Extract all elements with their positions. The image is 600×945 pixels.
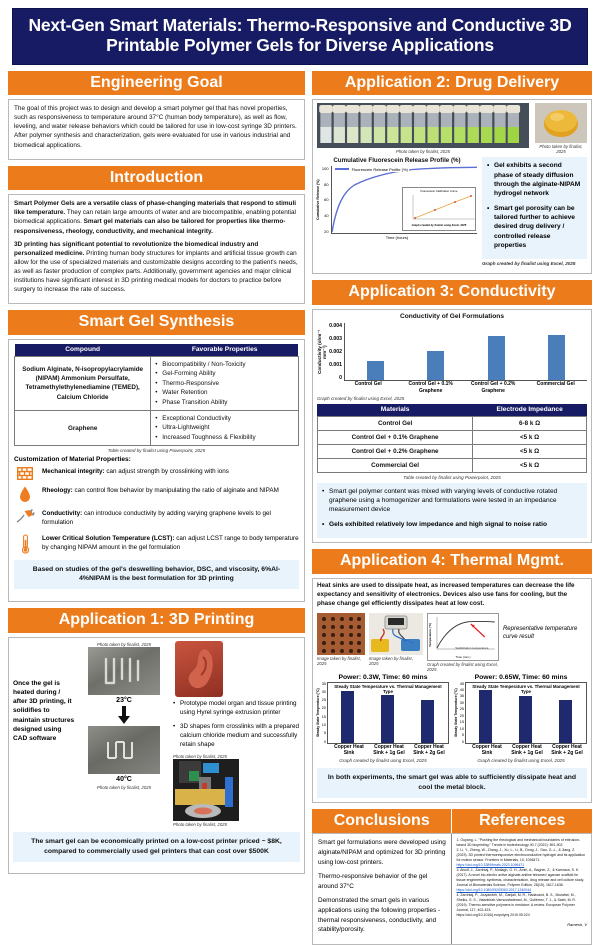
thermal-power-left: Power: 0.3W, Time: 60 mins [338, 673, 428, 681]
customization-text-rheology [42, 486, 299, 495]
synthesis-properties-1 [151, 356, 299, 410]
section-header-engineering-goal: Engineering Goal [8, 71, 305, 96]
app2-photo-row [317, 103, 587, 154]
section-header-application-2: Application 2: Drug Delivery [312, 71, 592, 96]
ytick: 100 [321, 165, 329, 171]
table-row [317, 430, 586, 444]
poster-columns [8, 71, 592, 945]
thermal-power-right: Power: 0.65W, Time: 60 mins [474, 673, 568, 681]
thermal-curve-annotation: Stabilization temperature [455, 646, 489, 651]
app4-curve-credit: Graph created by finalist using Excel, 2025 [426, 661, 498, 672]
thermometer-icon [14, 534, 36, 554]
thermal-right-ylabel: Steady State Temperature (°C) [453, 688, 458, 737]
ytick: 15 [321, 714, 326, 719]
xtick: Copper Heat Sink + 1g Gel [373, 743, 405, 756]
ytick: 15 [459, 720, 464, 725]
panel-application-2 [312, 99, 592, 274]
conclusions-list [313, 834, 452, 943]
customization-item-mechanical [14, 467, 299, 480]
app1-middle-column [80, 641, 168, 790]
bar-control-gel [367, 361, 384, 380]
impedance-header-row [317, 404, 586, 417]
impedance-value-0: 6-8 k Ω [473, 416, 587, 430]
bar-copper-heat-sink-1g-gel [519, 696, 532, 743]
conductivity-yticks [329, 323, 342, 381]
thermal-curve-xlabel: Time (min.) [455, 654, 471, 659]
synthesis-compound-1: Sodium Alginate, N-isopropylacrylamide (NIPAM) Ammonium Persulfate, Tetramethylethylenediamine (TEMED), Calcium Chloride [15, 356, 151, 410]
app4-heatsink-wrap [317, 613, 365, 666]
synthesis-table-credit: Table created by finalist using Powerpoint, 2025 [107, 448, 206, 454]
conductivity-chart-credit: Graph created by finalist using Excel, 2025 [316, 395, 405, 401]
release-chart-plot [331, 166, 477, 234]
list-item: • 3D shapes form crosslinks with a prepared calcium chloride medium and successfully retain shape [173, 722, 300, 749]
xtick: Control Gel [354, 381, 382, 388]
xtick: Copper Heat Sink + 2g Gel [551, 743, 583, 756]
ytick: 0.002 [329, 349, 343, 356]
synthesis-col-compound: Compound [15, 344, 151, 357]
bar-copper-heat-sink [341, 691, 354, 743]
impedance-material-3: Commercial Gel [317, 458, 472, 472]
bar-copper-heat-sink-2g-gel [559, 700, 572, 743]
customization-term-conductivity: Conductivity: [42, 510, 83, 518]
app1-photo-print-40c [88, 726, 160, 774]
list-item: • Exceptional Conductivity [155, 414, 294, 423]
thermal-right-yticks [460, 682, 464, 744]
ytick: 60 [324, 197, 329, 203]
ytick: 10 [459, 726, 464, 731]
customization-item-lcst [14, 534, 299, 554]
thermal-right-body [455, 682, 587, 744]
list-item: • Water Retention [155, 388, 294, 397]
panel-engineering-goal [8, 99, 305, 159]
reference-item: 3. Alsolf, J., Zarrintaj, P., Motlagh, G. H., Amiri, A., Bagher, Z., & Kamrava, S. K. (2017). A novel bio-electro active alginate-aniline tetramer/ agarose scaffold for tissue engineering: synthesis, characterization, drug release and cell culture study. Journal of Biomaterials Science, Polymer Edition, 28(15), 1617-1636. [456, 868, 585, 888]
release-chart-ylabel: Cumulative Release (%) [315, 179, 320, 221]
app2-photo-vial-series [317, 103, 529, 148]
app1-photo-ear-model [175, 641, 223, 697]
synthesis-properties-2 [151, 410, 299, 445]
app2-gel-wrap [535, 103, 587, 154]
section-header-conclusions: Conclusions [312, 809, 452, 834]
ytick: 40 [459, 688, 464, 693]
synthesis-callout: Based on studies of the gel's deswelling behavior, DSC, and viscosity, 6%Al-4%NIPAM is the best formulation for 3D printing [14, 560, 299, 590]
app1-photo-print-23c [88, 647, 160, 695]
impedance-value-3: <5 k Ω [473, 458, 587, 472]
release-chart-title: Cumulative Fluorescein Release Profile (%) [333, 157, 461, 165]
app2-vials-wrap [317, 103, 529, 154]
ytick: 20 [321, 706, 326, 711]
references-column [451, 834, 591, 943]
app4-curve-wrap [427, 613, 499, 672]
inset-title: Fluorescein Calibration Curve [420, 188, 458, 193]
thermal-left-title: Steady State Temperature vs. Thermal Management Type [334, 683, 442, 694]
bar-commercial-gel [548, 335, 565, 380]
xtick: Copper Heat Sink [472, 743, 502, 756]
ytick: 0 [339, 375, 343, 382]
customization-term-lcst: Lower Critical Solution Temperature (LCST): [42, 534, 175, 542]
table-row [15, 356, 299, 410]
bar-control-gel-0-1-graphene [427, 351, 444, 381]
app1-photo3-caption: Photo taken by finalist, 2025 [173, 754, 227, 760]
thermal-chart-0p65w [455, 674, 587, 767]
app1-temp-top: 23°C [116, 696, 132, 704]
impedance-material-2: Control Gel + 0.2% Graphene [317, 444, 472, 458]
reference-link[interactable]: https://doi.org/10.3389/fmats.2023.1096471 [456, 863, 525, 868]
ytick: 20 [324, 228, 329, 234]
table-row [317, 444, 586, 458]
app4-photo1-caption: Image taken by finalist, 2025 [316, 655, 361, 666]
impedance-material-1: Control Gel + 0.1% Graphene [317, 430, 472, 444]
release-chart-legend [334, 167, 409, 172]
thermal-left-body [317, 682, 449, 744]
customization-text-lcst [42, 534, 299, 552]
impedance-table [317, 404, 587, 473]
impedance-value-2: <5 k Ω [473, 444, 587, 458]
app1-bullets [173, 699, 300, 750]
introduction-paragraph-2 [14, 240, 299, 295]
conductivity-ylabel: Conductivity (ohm⁻¹ mm⁻¹) [316, 330, 328, 375]
arrow-down-icon [117, 706, 131, 724]
impedance-col-electrode: Electrode Impedance [473, 404, 587, 417]
list-item: • Increased Toughness & Flexibility [155, 433, 294, 442]
app4-photo2-caption: Image taken by finalist, 2025 [368, 655, 413, 666]
brick-wall-icon [14, 467, 36, 480]
bar-control-gel-0-2-graphene [488, 336, 505, 380]
app2-chart-row [317, 157, 587, 269]
app2-bullets-wrap [482, 157, 587, 269]
release-chart-xlabel: Time (hours) [385, 234, 409, 240]
impedance-material-0: Control Gel [317, 416, 472, 430]
thermal-right-plot [465, 682, 587, 744]
app1-layout [13, 641, 300, 828]
introduction-paragraph-1 [14, 199, 299, 235]
ytick: 0.003 [329, 336, 343, 343]
right-column [312, 71, 592, 945]
bar-copper-heat-sink-1g-gel [381, 695, 394, 742]
customization-term-mechanical: Mechanical integrity: [42, 468, 105, 476]
thermal-right-xticks [467, 744, 587, 757]
table-row [317, 416, 586, 430]
list-item: • Ultra-Lightweight [155, 423, 294, 432]
legend-label: Fluorescein Release Profile (%) [351, 166, 408, 172]
thermal-curve-plot [433, 615, 497, 655]
panel-application-4 [312, 578, 592, 803]
thermal-right-credit: Graph created by finalist using Excel, 2025 [477, 758, 565, 764]
app4-callout: In both experiments, the smart gel was able to sufficiently dissipate heat and cool the metal block. [317, 768, 587, 798]
release-chart-yticks [322, 166, 330, 234]
customization-text-mechanical [42, 467, 299, 476]
list-item: • Smart gel polymer content was mixed with varying levels of conductive rotated graphene using a homogenizer and formulations were tested in an impedance measurement device [322, 487, 582, 515]
ytick: 5 [461, 733, 464, 738]
conclusion-item: Smart gel formulations were developed using alginate/NIPAM and optimized for 3D printing using low-cost printers. [317, 839, 446, 866]
app2-graph-credit: Graph created by finalist using Excel, 2025 [481, 261, 576, 267]
intro-p1-rest: They can retain large amounts of water and are biocompatible, enabling potential biomedical applications. [14, 209, 296, 226]
list-item: • Phase Transition Ability [155, 398, 294, 407]
panel-introduction [8, 194, 305, 304]
impedance-value-1: <5 k Ω [473, 430, 587, 444]
synthesis-col-properties: Favorable Properties [151, 344, 299, 357]
ytick: 35 [321, 681, 326, 686]
thermal-left-yticks [322, 682, 326, 744]
synthesis-table [14, 344, 299, 447]
ytick: 35 [459, 694, 464, 699]
customization-text-conductivity [42, 509, 299, 527]
intro-p2-bold-lead: 3D printing has significant potential to revolutionize the biomedical industry and personalized medicine. [14, 240, 259, 257]
list-item: • Prototype model organ and tissue printing using Hyrel syringe extrusion printer [173, 699, 300, 717]
reference-item: 2. Li, Y., Zheng, W., Zhang, J., Xu, L., Li, B., Dong, J., Gao, G.-L., & Jiang, Z. (2023). 3D printed thermoresponsive electroconductive hydrogel and its application for motion sensor. Frontiers in Materials, 10, 1096471. [456, 848, 586, 863]
app1-photo-printer [173, 759, 239, 821]
conclusions-references-headers [312, 809, 592, 834]
author-signature: Ramesh, V [567, 921, 587, 927]
list-item: • Thermo-Responsive [155, 379, 294, 388]
ytick: 10 [321, 723, 326, 727]
app4-photo-test-setup [369, 613, 423, 655]
app4-media-row [317, 613, 587, 672]
customization-desc-mechanical: can adjust strength by crosslinking with ions [104, 468, 229, 476]
ytick: 0 [461, 739, 464, 744]
intro-p2-rest: Printing human body structures for implants and artificial tissue growth can allow for the use of specialized materials and customizable designs according to the patient's needs, as well as faster production of complex parts. Additionally, government agencies and major clinical institutions have significant interest in 3D printing medical models for doctors to practice before surgery to increase the rate of success. [14, 249, 298, 294]
reference-item: https://doi.org/10.1016/j.eurpolymj.2019.05.024 [456, 912, 530, 917]
reference-link[interactable]: https://doi.org/10.1080/09205063.2017.1340044 [456, 888, 532, 893]
app2-gel-caption: Photo taken by finalist, 2025 [539, 144, 583, 155]
xtick: Copper Heat Sink [334, 743, 364, 756]
customization-title: Customization of Material Properties: [14, 456, 131, 464]
ytick: 0 [323, 739, 326, 744]
ytick: 30 [459, 700, 464, 705]
ytick: 20 [459, 713, 464, 718]
customization-term-rheology: Rheology: [42, 487, 73, 495]
thermal-chart-0p3w [317, 674, 449, 767]
panel-smart-gel-synthesis [8, 339, 305, 602]
intro-p1-bold-tail: Smart gel materials can also be tailored for properties like thermo-responsiveness, rheology, conductivity, and mechanical integrity. [14, 218, 286, 235]
page-title: Next-Gen Smart Materials: Thermo-Responsive and Conductive 3D Printable Polymer Gels for Diverse Applications [12, 8, 588, 65]
ytick: 25 [321, 698, 326, 703]
xtick: Copper Heat Sink + 1g Gel [511, 743, 543, 756]
conductivity-xticks [337, 381, 587, 394]
thermal-left-xticks [329, 744, 449, 757]
app3-bullets [317, 483, 587, 538]
reference-item: 1. Ouyang, L. "Pushing the rheological and mechanical boundaries of extrusion-based 3D bioprinting." Trends in biotechnology 40.7 (2022): 891-902. [456, 838, 581, 848]
conclusion-item: Demonstrated the smart gels in various applications using the following properties - thermal responsiveness, conductivity, and stability/porosity. [317, 897, 441, 934]
app1-photo1-caption: Photo taken by finalist, 2025 [97, 641, 151, 647]
engineering-goal-body: The goal of this project was to design and develop a smart polymer gel that has novel properties, such as responsiveness to temperature around 37°C (human body temperature), as well as flow, leveling, and water release behaviors which could be tailored for use in low-cost syringe 3D printers. After polymer synthesis and characterization, gels were evaluated for use in various industrial and biomedical applications. [14, 105, 297, 149]
ytick: 80 [324, 181, 329, 187]
plug-icon [14, 509, 36, 524]
thermal-left-ylabel: Steady State Temperature (°C) [315, 688, 320, 737]
app4-curve-note: Representative temperature curve result [502, 625, 578, 641]
app1-callout: The smart gel can be economically printed on a low-cost printer priced ~ $8K, compared to commercially used gel printers that can cost over $500K [13, 832, 300, 862]
customization-desc-rheology: can control flow behavior by manipulating the ratio of alginate and NIPAM [72, 487, 279, 495]
panel-application-1 [8, 637, 305, 874]
synthesis-compound-2: Graphene [15, 410, 151, 445]
conductivity-chart-title: Conductivity of Gel Formulations [399, 313, 504, 321]
thermal-left-plot [327, 682, 449, 744]
xtick: Commercial Gel [536, 381, 575, 388]
customization-item-conductivity [14, 509, 299, 527]
list-item: • Gel exhibits a second phase of steady diffusion through the alginate-NIPAM hydrogel network [487, 161, 582, 198]
intro-p1-bold-lead: Smart Polymer Gels are a versatile class of phase-changing materials that respond to stimuli like temperature. [14, 200, 296, 217]
section-header-application-1: Application 1: 3D Printing [8, 608, 305, 633]
section-header-introduction: Introduction [8, 166, 305, 191]
thermal-curve-ylabel: Temperature (°C) [427, 622, 432, 647]
panel-application-3 [312, 309, 592, 543]
app4-charts-row [317, 674, 587, 767]
app2-vials-caption: Photo taken by finalist, 2025 [395, 149, 450, 155]
app1-photo2-caption: Photo taken by finalist, 2025 [97, 784, 151, 790]
impedance-col-materials: Materials [317, 404, 472, 417]
thermal-left-credit: Graph created by finalist using Excel, 2025 [339, 758, 427, 764]
ytick: 5 [323, 731, 326, 736]
droplet-icon [14, 486, 36, 503]
thermal-curve-body [429, 615, 497, 655]
impedance-table-credit: Table created by finalist using Powerpoint, 2025 [403, 474, 501, 480]
ytick: 45 [459, 681, 464, 686]
ytick: 25 [459, 707, 464, 712]
app1-temp-bottom: 40°C [116, 775, 132, 783]
xtick: Control Gel + 0.2% Graphene [471, 381, 516, 394]
conclusions-references-body [312, 833, 592, 944]
ytick: 40 [324, 213, 329, 219]
section-header-application-3: Application 3: Conductivity [312, 280, 592, 305]
thermal-curve-chart [427, 613, 499, 661]
conclusions-column [313, 834, 452, 943]
bar-copper-heat-sink-2g-gel [421, 700, 434, 743]
conductivity-chart [317, 313, 587, 401]
references-list [452, 834, 591, 922]
ytick: 30 [321, 689, 326, 694]
fluorescein-release-chart [317, 157, 477, 240]
reference-item: 4. Zarrintaj, P., Jouyandeh, M., Ganjali, M. R., Hadavand, B. S., Mozafari, M., Sheiko, S. S., Vatankhah-Varnoosfaderani, M., Gutiérrez, T. J., & Saeb, M. R. (2019). Thermo-sensitive polymers in medicine: A review. European Polymer Journal, 117, 402-423. [456, 893, 576, 912]
customization-desc-conductivity: can introduce conductivity by adding varying graphene levels to gel formulation [42, 510, 271, 527]
app2-photo-gel-disc [535, 103, 587, 143]
app4-photo-copper-heatsink [317, 613, 365, 655]
conductivity-chart-body [317, 323, 587, 381]
ytick: 0.004 [329, 323, 343, 330]
list-item: • Gels exhibited relatively low impedance and high signal to noise ratio [322, 520, 582, 529]
fluorescein-calibration-inset [402, 187, 476, 231]
list-item: • Gel-Forming Ability [155, 369, 294, 378]
conclusion-item: Thermo-responsive behavior of the gel around 37°C [317, 873, 428, 890]
app4-intro-text: Heat sinks are used to dissipate heat, as increased temperatures can decrease the life expectancy and sensitivity of electronics. Devices also use fans for cooling, but the phase change gel efficiently dissipates heat at low cost. [316, 581, 575, 607]
conductivity-bars [345, 323, 587, 380]
bar-copper-heat-sink [479, 690, 492, 743]
app4-setup-wrap [369, 613, 423, 666]
list-item: • Biocompatibility / Non-Toxicity [155, 360, 294, 369]
thermal-right-title: Steady State Temperature vs. Thermal Management Type [472, 683, 580, 694]
table-row [15, 410, 299, 445]
inset-credit: Graph created by finalist using Excel, 2025 [411, 223, 467, 227]
app2-bullets [482, 157, 587, 259]
customization-item-rheology [14, 486, 299, 503]
xtick: Control Gel + 0.1% Graphene [408, 381, 453, 394]
table-row [317, 458, 586, 472]
release-chart-body [317, 166, 477, 234]
list-item: • Smart gel porosity can be tailored further to achieve desired drug delivery / controlled release properties [487, 204, 582, 251]
synthesis-table-header-row [15, 344, 299, 357]
ytick: 0.001 [329, 362, 343, 369]
app1-right-column [173, 641, 300, 828]
xtick: Copper Heat Sink + 2g Gel [413, 743, 445, 756]
legend-swatch [335, 168, 349, 170]
app1-photo4-caption: Photo taken by finalist, 2025 [173, 822, 227, 828]
section-header-references: References [452, 809, 592, 834]
section-header-application-4: Application 4: Thermal Mgmt. [312, 549, 592, 574]
customization-desc-lcst: can adjust LCST range to body temperature by changing NIPAM amount in the gel formulation [42, 534, 299, 551]
section-header-smart-gel-synthesis: Smart Gel Synthesis [8, 310, 305, 335]
app1-left-text: Once the gel is heated during / after 3D printing, it solidifies to maintain structures designed using CAD software [13, 679, 75, 743]
left-column [8, 71, 305, 881]
conductivity-plot [344, 323, 587, 381]
